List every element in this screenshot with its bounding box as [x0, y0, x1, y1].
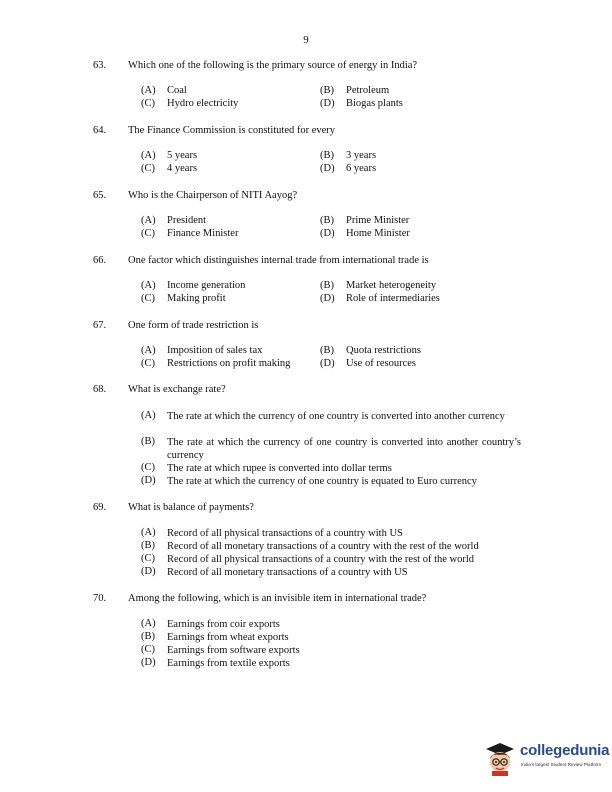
option-c: (C) Earnings from software exports: [141, 644, 300, 656]
option-d: (D) Record of all monetary transactions of a country with US: [141, 566, 408, 578]
option-a: (A) Record of all physical transactions of a country with US: [141, 527, 403, 539]
question-text: One form of trade restriction is: [128, 320, 259, 331]
option-b: (B) Quota restrictions: [320, 345, 421, 356]
option-a: (A) 5 years: [141, 150, 198, 161]
option-b: (B) The rate at which the currency of one country is converted into another country’s currency: [141, 436, 521, 461]
graduate-mascot-icon: [482, 740, 518, 776]
question-number: 64.: [93, 125, 107, 136]
option-b: (B) 3 years: [320, 150, 377, 161]
page-number: 9: [303, 34, 309, 46]
option-c: (C) Hydro electricity: [141, 98, 239, 109]
question-text: The Finance Commission is constituted for every: [128, 125, 336, 136]
option-a: (A) Imposition of sales tax: [141, 345, 263, 356]
logo-tagline: India's largest Student Review Platform: [521, 762, 602, 767]
option-b: (B) Earnings from wheat exports: [141, 631, 289, 643]
question-text: Who is the Chairperson of NITI Aayog?: [128, 190, 298, 201]
option-b: (B) Petroleum: [320, 85, 390, 96]
question-number: 69.: [93, 502, 107, 513]
option-d: (D) Earnings from textile exports: [141, 657, 290, 669]
question-number: 65.: [93, 190, 107, 201]
option-d: (D) The rate at which the currency of one country is equated to Euro currency: [141, 475, 477, 487]
question-text: Among the following, which is an invisible item in international trade?: [128, 593, 427, 604]
option-a: (A) Coal: [141, 85, 187, 96]
question-text: Which one of the following is the primary source of energy in India?: [128, 60, 418, 71]
question-number: 66.: [93, 255, 107, 266]
option-c: (C) Restrictions on profit making: [141, 358, 291, 369]
question-text: What is balance of payments?: [128, 502, 254, 513]
option-a: (A) The rate at which the currency of one country is converted into another currency: [141, 410, 505, 422]
question-number: 70.: [93, 593, 107, 604]
question-text: What is exchange rate?: [128, 384, 226, 395]
option-c: (C) Making profit: [141, 293, 226, 304]
logo-wordmark: collegedunia: [520, 742, 610, 759]
question-text: One factor which distinguishes internal trade from international trade is: [128, 255, 429, 266]
option-d: (D) Role of intermediaries: [320, 293, 440, 304]
option-c: (C) The rate at which rupee is converted into dollar terms: [141, 462, 392, 474]
collegedunia-logo: [482, 738, 610, 778]
question-number: 67.: [93, 320, 107, 331]
option-d: (D) Use of resources: [320, 358, 416, 369]
option-b: (B) Market heterogeneity: [320, 280, 437, 291]
option-a: (A) Earnings from coir exports: [141, 618, 280, 630]
option-a: (A) President: [141, 215, 207, 226]
option-d: (D) Home Minister: [320, 228, 410, 239]
option-b: (B) Record of all monetary transactions of a country with the rest of the world: [141, 540, 479, 552]
option-d: (D) 6 years: [320, 163, 377, 174]
option-c: (C) 4 years: [141, 163, 198, 174]
question-number: 68.: [93, 384, 107, 395]
question-number: 63.: [93, 60, 107, 71]
option-c: (C) Record of all physical transactions of a country with the rest of the world: [141, 553, 475, 565]
option-d: (D) Biogas plants: [320, 98, 403, 109]
option-b: (B) Prime Minister: [320, 215, 410, 226]
option-a: (A) Income generation: [141, 280, 246, 291]
option-c: (C) Finance Minister: [141, 228, 239, 239]
